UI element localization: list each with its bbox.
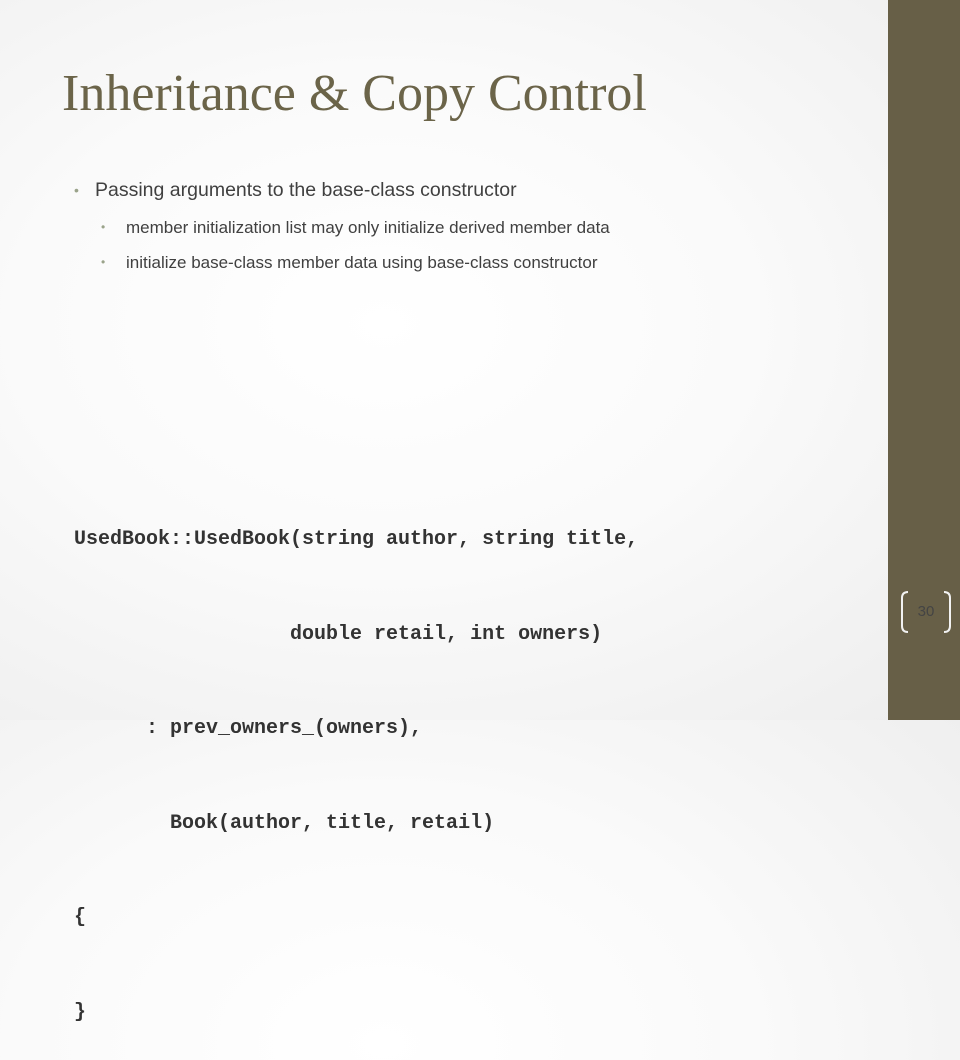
code-line: } (74, 1000, 87, 1024)
bullet-text: Passing arguments to the base-class constructor (95, 179, 517, 201)
bullet-marker: • (101, 220, 106, 234)
bullet-list (74, 175, 610, 275)
page-number-badge (898, 590, 954, 634)
bullet-marker: • (74, 182, 79, 198)
code-line: double retail, int owners) (74, 622, 603, 646)
code-line: UsedBook::UsedBook(string author, string title, (74, 528, 639, 551)
bullet-text: member initialization list may only initialize derived member data (126, 218, 610, 237)
code-line: Book(author, title, retail) (74, 811, 495, 835)
code-line: { (74, 906, 87, 929)
bullet-item-level2 (74, 250, 610, 275)
bullet-marker: • (101, 255, 106, 269)
bullet-text: initialize base-class member data using base-class constructor (126, 253, 598, 272)
page-number: 30 (917, 603, 935, 620)
code-block (74, 461, 638, 1060)
slide-title: Inheritance & Copy Control (62, 65, 647, 122)
bullet-item-level1 (74, 175, 610, 205)
bullet-item-level2 (74, 215, 610, 240)
code-line: : prev_owners_(owners), (74, 717, 423, 740)
